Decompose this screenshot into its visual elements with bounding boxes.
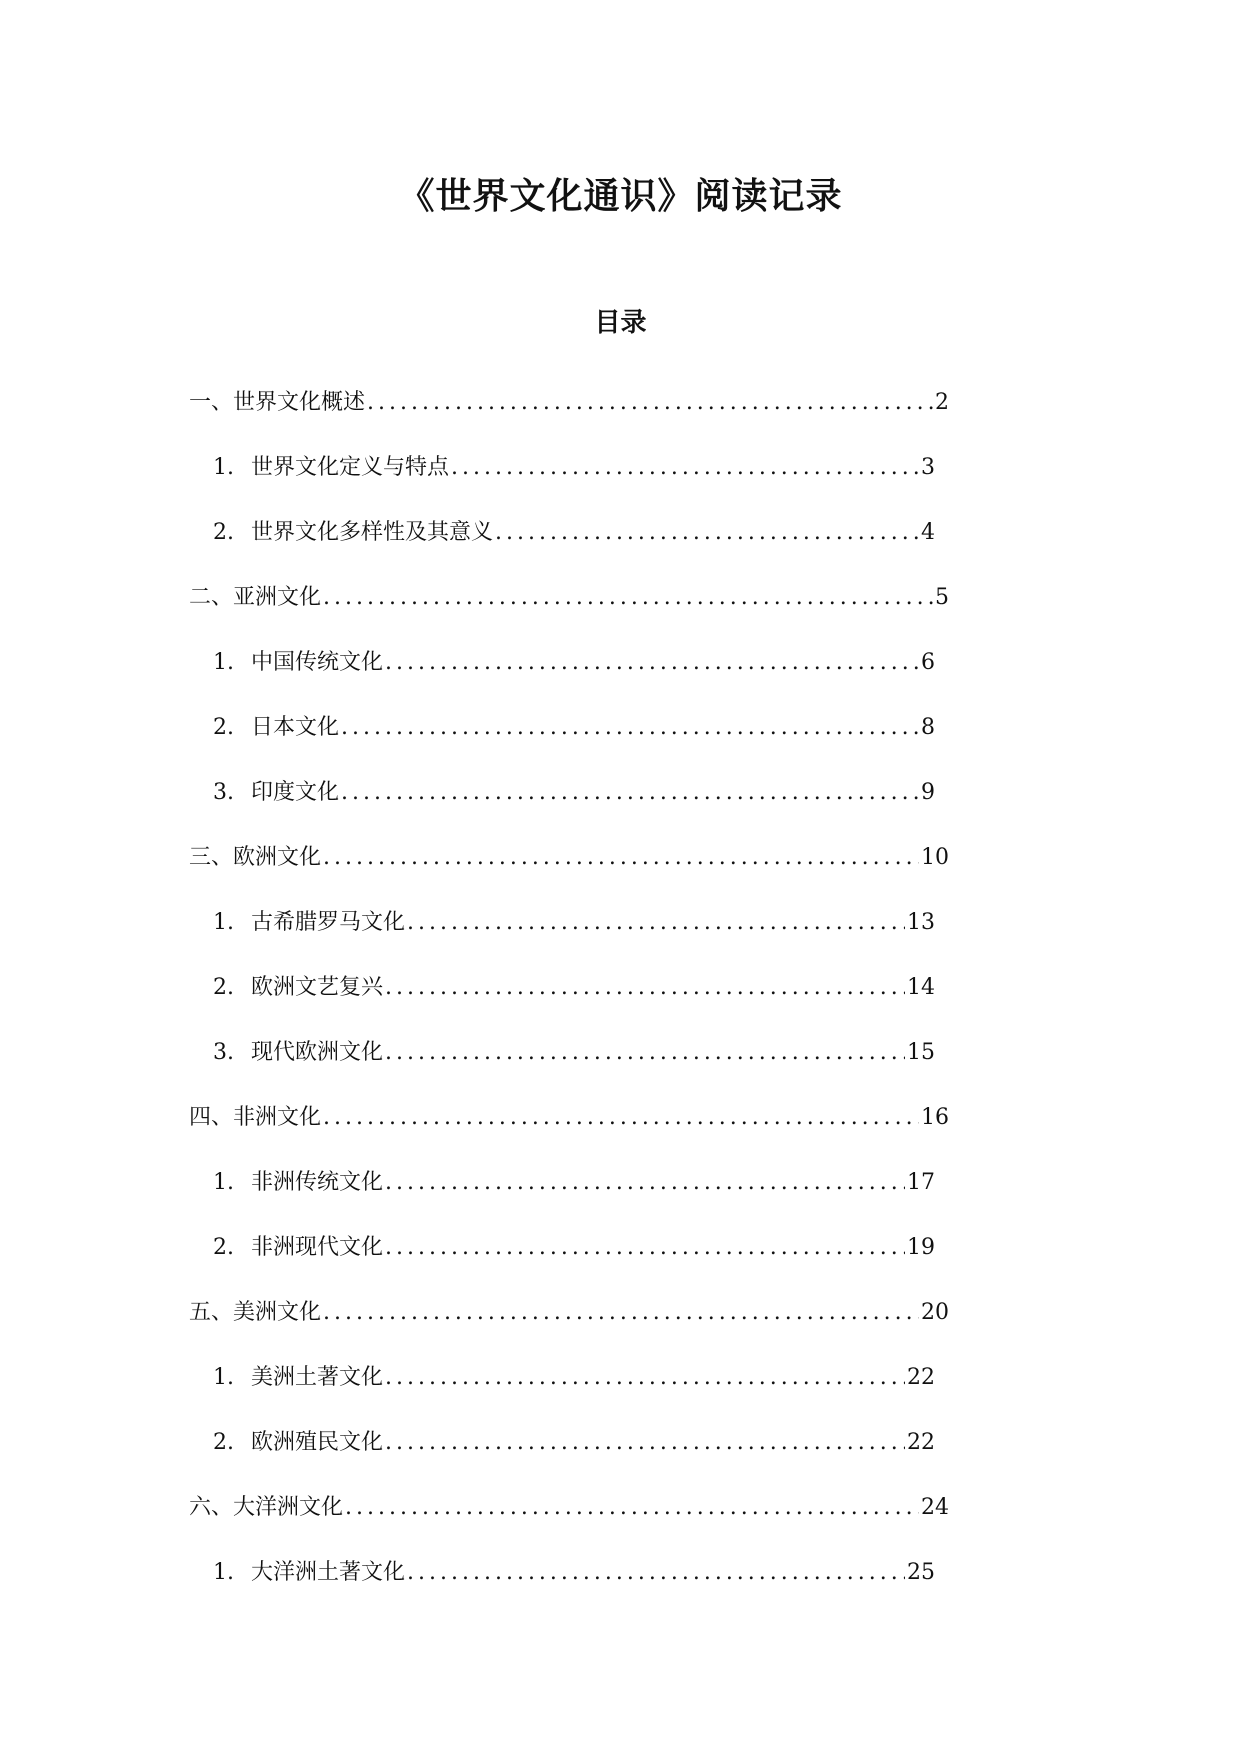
- toc-entry-title: 印度文化: [251, 780, 340, 805]
- toc-section-entry[interactable]: [0, 708, 935, 773]
- toc-entry-number: 1.: [213, 1365, 234, 1390]
- toc-entry-title: 中国传统文化: [251, 650, 384, 675]
- toc-section-entry[interactable]: [0, 448, 935, 513]
- toc-page-number: 9: [921, 780, 935, 805]
- toc-entry-number: 2.: [213, 1235, 234, 1260]
- toc-entry-title: 现代欧洲文化: [251, 1040, 384, 1065]
- toc-chapter-entry[interactable]: [0, 578, 949, 643]
- toc-entry-title: 六、大洋洲文化: [189, 1495, 344, 1520]
- toc-section-entry[interactable]: [0, 968, 935, 1033]
- toc-entry-number: 3.: [213, 780, 234, 805]
- toc-dot-leader: [385, 643, 919, 683]
- toc-heading: 目录: [594, 307, 647, 338]
- toc-entry-number: 1.: [213, 1560, 234, 1585]
- toc-entry-number: 2.: [213, 1430, 234, 1455]
- toc-entry-title: 欧洲文艺复兴: [251, 975, 384, 1000]
- toc-section-entry[interactable]: [0, 643, 935, 708]
- toc-entry-title: 一、世界文化概述: [189, 390, 366, 415]
- toc-entry-title: 三、欧洲文化: [189, 845, 322, 870]
- toc-section-entry[interactable]: [0, 773, 935, 838]
- toc-entry-number: 2.: [213, 975, 234, 1000]
- toc-chapter-entry[interactable]: [0, 1293, 949, 1358]
- toc-dot-leader: [341, 773, 919, 813]
- toc-dot-leader: [341, 708, 919, 748]
- toc-page-number: 20: [921, 1300, 949, 1325]
- toc-entry-title: 非洲现代文化: [251, 1235, 384, 1260]
- toc-page-number: 22: [907, 1430, 935, 1455]
- toc-chapter-entry[interactable]: [0, 838, 949, 903]
- toc-dot-leader: [385, 1163, 905, 1203]
- toc-entry-title: 世界文化多样性及其意义: [251, 520, 494, 545]
- toc-section-entry[interactable]: [0, 1033, 935, 1098]
- toc-dot-leader: [407, 903, 905, 943]
- toc-dot-leader: [385, 1358, 905, 1398]
- toc-entry-title: 五、美洲文化: [189, 1300, 322, 1325]
- toc-dot-leader: [385, 1033, 905, 1073]
- toc-section-entry[interactable]: [0, 1163, 935, 1228]
- toc-dot-leader: [345, 1488, 919, 1528]
- toc-dot-leader: [385, 968, 905, 1008]
- toc-entry-title: 二、亚洲文化: [189, 585, 322, 610]
- toc-page-number: 16: [921, 1105, 949, 1130]
- toc-dot-leader: [367, 383, 933, 423]
- toc-section-entry[interactable]: [0, 1553, 935, 1618]
- toc-entry-number: 1.: [213, 910, 234, 935]
- toc-page-number: 3: [921, 455, 935, 480]
- toc-entry-number: 2.: [213, 520, 234, 545]
- toc-dot-leader: [323, 578, 933, 618]
- toc-section-entry[interactable]: [0, 1423, 935, 1488]
- toc-page-number: 6: [921, 650, 935, 675]
- toc-page-number: 5: [935, 585, 949, 610]
- toc-entry-number: 2.: [213, 715, 234, 740]
- toc-page-number: 25: [907, 1560, 935, 1585]
- toc-entry-title: 世界文化定义与特点: [251, 455, 450, 480]
- toc-dot-leader: [323, 838, 919, 878]
- toc-entry-number: 3.: [213, 1040, 234, 1065]
- toc-entry-number: 1.: [213, 650, 234, 675]
- toc-entry-title: 欧洲殖民文化: [251, 1430, 384, 1455]
- toc-entry-title: 美洲土著文化: [251, 1365, 384, 1390]
- toc-entry-number: 1.: [213, 1170, 234, 1195]
- toc-dot-leader: [451, 448, 919, 488]
- toc-dot-leader: [323, 1098, 919, 1138]
- toc-page-number: 14: [907, 975, 935, 1000]
- toc-page-number: 2: [935, 390, 949, 415]
- table-of-contents: [0, 383, 1241, 1618]
- toc-chapter-entry[interactable]: [0, 1488, 949, 1553]
- toc-chapter-entry[interactable]: [0, 383, 949, 448]
- toc-dot-leader: [407, 1553, 905, 1593]
- toc-page-number: 17: [907, 1170, 935, 1195]
- toc-page-number: 24: [921, 1495, 949, 1520]
- toc-entry-title: 大洋洲土著文化: [251, 1560, 406, 1585]
- page-title: 《世界文化通识》阅读记录: [398, 176, 843, 218]
- toc-dot-leader: [385, 1228, 905, 1268]
- toc-entry-title: 四、非洲文化: [189, 1105, 322, 1130]
- toc-section-entry[interactable]: [0, 1358, 935, 1423]
- toc-page-number: 22: [907, 1365, 935, 1390]
- toc-entry-title: 非洲传统文化: [251, 1170, 384, 1195]
- toc-entry-title: 日本文化: [251, 715, 340, 740]
- toc-dot-leader: [495, 513, 919, 553]
- toc-entry-number: 1.: [213, 455, 234, 480]
- toc-page-number: 13: [907, 910, 935, 935]
- toc-page-number: 19: [907, 1235, 935, 1260]
- toc-page-number: 10: [921, 845, 949, 870]
- toc-page-number: 15: [907, 1040, 935, 1065]
- toc-chapter-entry[interactable]: [0, 1098, 949, 1163]
- toc-entry-title: 古希腊罗马文化: [251, 910, 406, 935]
- toc-page-number: 4: [921, 520, 935, 545]
- toc-section-entry[interactable]: [0, 1228, 935, 1293]
- toc-dot-leader: [385, 1423, 905, 1463]
- toc-section-entry[interactable]: [0, 903, 935, 968]
- toc-dot-leader: [323, 1293, 919, 1333]
- toc-section-entry[interactable]: [0, 513, 935, 578]
- toc-page-number: 8: [921, 715, 935, 740]
